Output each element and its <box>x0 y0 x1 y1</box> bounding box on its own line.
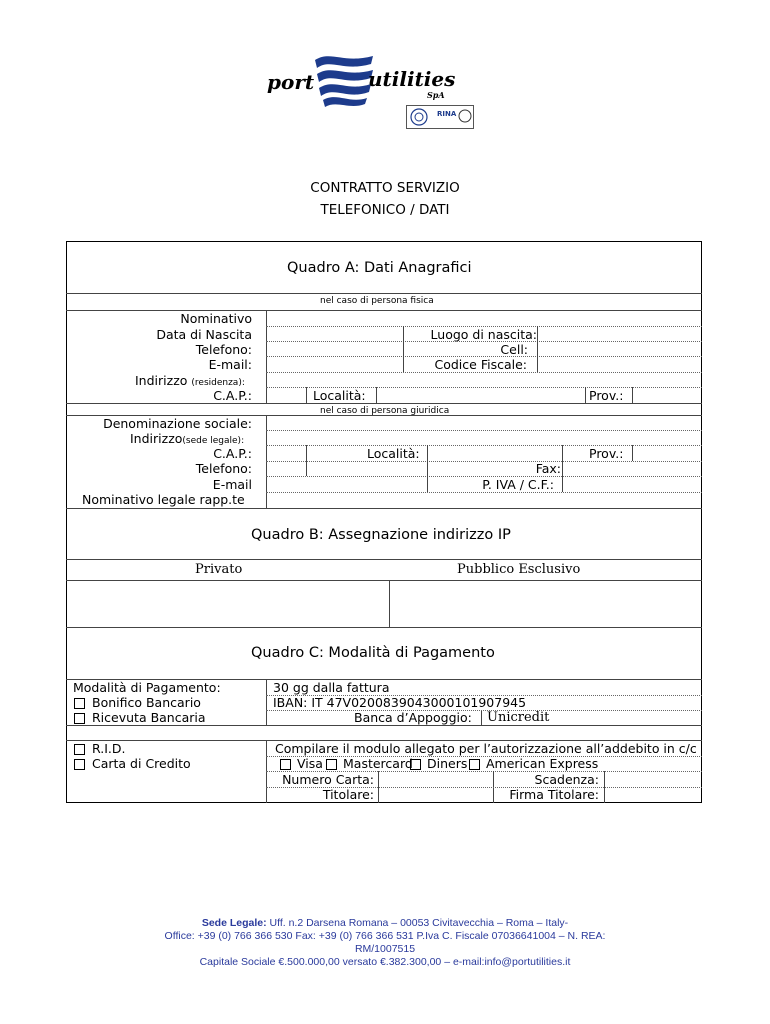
label-privato: Privato <box>195 562 243 577</box>
label-codice-fiscale: Codice Fiscale: <box>434 357 527 372</box>
label-luogo-nascita: Luogo di nascita: <box>430 327 537 342</box>
document-title-line2: TELEFONICO / DATI <box>320 202 450 218</box>
footer-sede-legale: Sede Legale: Uff. n.2 Darsena Romana – 00053 Civitavecchia – Roma – Italy- <box>201 917 569 929</box>
label-prov: Prov.: <box>589 388 624 403</box>
label-telefono: Telefono: <box>195 342 252 357</box>
label-bonifico: Bonifico Bancario <box>92 695 201 710</box>
label-visa: Visa <box>297 756 323 771</box>
checkbox-diners[interactable] <box>410 759 421 770</box>
iban-value: IBAN: IT 47V0200839043000101907945 <box>273 695 527 710</box>
label-indirizzo-residenza: Indirizzo (residenza): <box>135 373 245 388</box>
label-email-sede: E-mail <box>212 477 252 492</box>
label-nominativo: Nominativo <box>180 311 252 326</box>
label-localita: Località: <box>313 388 366 403</box>
quadro-b-heading: Quadro B: Assegnazione indirizzo IP <box>251 527 511 543</box>
footer-office-line: Office: +39 (0) 766 366 530 Fax: +39 (0) 766 366 531 P.Iva C. Fiscale 07036641004 – N. REA: <box>164 930 606 942</box>
footer-rea-line: RM/1007515 <box>354 943 416 955</box>
note-persona-giuridica: nel caso di persona giuridica <box>320 406 450 416</box>
label-cap: C.A.P.: <box>213 388 252 403</box>
payment-terms: 30 gg dalla fattura <box>273 680 390 695</box>
label-ricevuta: Ricevuta Bancaria <box>92 710 206 725</box>
label-fax: Fax: <box>535 461 561 476</box>
label-prov-sede: Prov.: <box>589 446 624 461</box>
logo-waves-icon <box>313 52 375 108</box>
label-email: E-mail: <box>208 357 252 372</box>
quadro-c-heading: Quadro C: Modalità di Pagamento <box>251 645 495 661</box>
label-numero-carta: Numero Carta: <box>282 772 374 787</box>
document-title-line1: CONTRATTO SERVIZIO <box>310 180 460 196</box>
label-firma-titolare: Firma Titolare: <box>509 787 599 802</box>
checkbox-bonifico[interactable] <box>74 698 85 709</box>
logo-word-utilities: utilities <box>368 67 456 91</box>
logo-word-port: port <box>267 70 315 94</box>
label-indirizzo-sede: Indirizzo(sede legale): <box>130 431 245 446</box>
label-localita-sede: Località: <box>367 446 420 461</box>
checkbox-rid[interactable] <box>74 744 85 755</box>
label-scadenza: Scadenza: <box>534 772 599 787</box>
label-telefono-sede: Telefono: <box>195 461 252 476</box>
label-modalita-pagamento: Modalità di Pagamento: <box>73 680 221 695</box>
checkbox-mastercard[interactable] <box>326 759 337 770</box>
rid-instructions: Compilare il modulo allegato per l’autorizzazione all’addebito in c/c <box>275 741 697 756</box>
label-mastercard: Mastercard <box>343 756 413 771</box>
label-cell: Cell: <box>500 342 528 357</box>
label-diners: Diners <box>427 756 468 771</box>
footer-capitale-line: Capitale Sociale €.500.000,00 versato €.382.300,00 – e-mail:info@portutilities.it <box>199 956 571 968</box>
rina-seal-icon <box>409 107 429 127</box>
label-rid: R.I.D. <box>92 741 126 756</box>
label-piva: P. IVA / C.F.: <box>482 477 554 492</box>
label-denominazione: Denominazione sociale: <box>103 416 252 431</box>
logo-suffix: SpA <box>427 90 445 100</box>
cert-mark-icon <box>458 109 472 123</box>
rina-label: RINA <box>437 110 457 118</box>
note-persona-fisica: nel caso di persona fisica <box>320 296 434 306</box>
quadro-a-heading: Quadro A: Dati Anagrafici <box>287 260 472 276</box>
banca-value: Unicredit <box>487 710 550 725</box>
label-cap-sede: C.A.P.: <box>213 446 252 461</box>
label-carta-credito: Carta di Credito <box>92 756 191 771</box>
label-pubblico-esclusivo: Pubblico Esclusivo <box>457 562 581 577</box>
label-data-nascita: Data di Nascita <box>156 327 252 342</box>
label-american-express: American Express <box>486 756 599 771</box>
label-banca-appoggio: Banca d’Appoggio: <box>354 710 472 725</box>
label-titolare: Titolare: <box>322 787 374 802</box>
checkbox-visa[interactable] <box>280 759 291 770</box>
checkbox-ricevuta[interactable] <box>74 713 85 724</box>
checkbox-american-express[interactable] <box>469 759 480 770</box>
label-legale-rappresentante: Nominativo legale rapp.te <box>82 492 245 507</box>
checkbox-carta-credito[interactable] <box>74 759 85 770</box>
